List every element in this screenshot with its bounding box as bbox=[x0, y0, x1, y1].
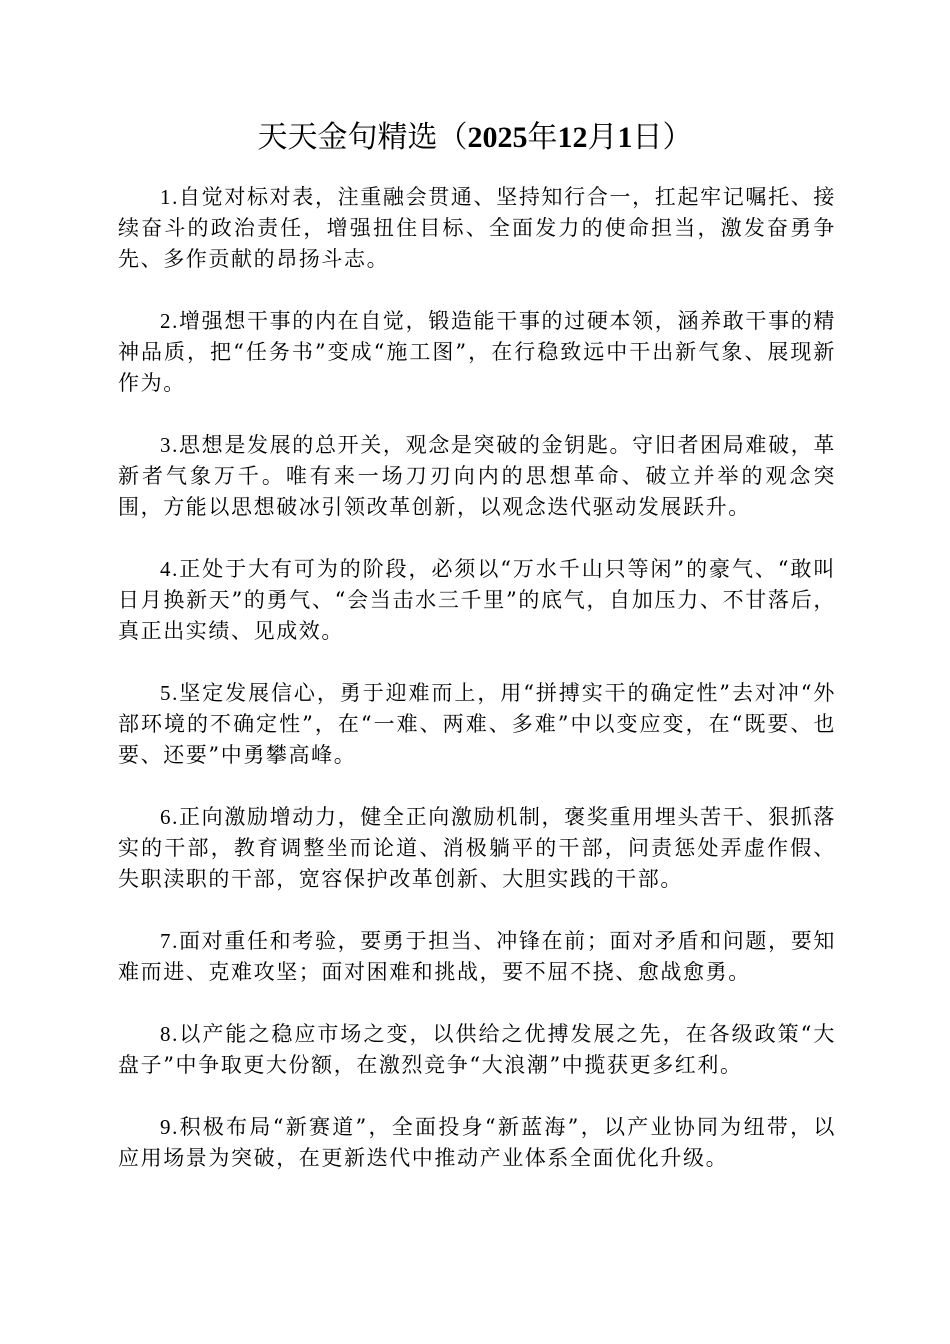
paragraph-4 bbox=[118, 554, 836, 647]
paragraph-text: 自觉对标对表，注重融会贯通、坚持知行合一，扛起牢记嘱托、接续奋斗的政治责任，增强扭住目标、全面发力的使命担当，激发奋勇争先、多作贡献的昂扬斗志。 bbox=[118, 185, 836, 271]
document-title bbox=[0, 118, 950, 158]
title-month: 12 bbox=[557, 121, 588, 154]
paragraph-index: 4. bbox=[160, 557, 179, 581]
paragraph-2 bbox=[118, 306, 836, 399]
title-day: 1 bbox=[617, 121, 633, 154]
paragraph-1 bbox=[118, 182, 836, 275]
title-suffix: 日） bbox=[632, 120, 693, 155]
paragraph-text: 坚定发展信心，勇于迎难而上，用“拼搏实干的确定性”去对冲“外部环境的不确定性”，在“一难、两难、多难”中以变应变，在“既要、也要、还要”中勇攀高峰。 bbox=[118, 681, 836, 767]
paragraph-text: 正处于大有可为的阶段，必须以“万水千山只等闲”的豪气、“敢叫日月换新天”的勇气、“会当击水三千里”的底气，自加压力、不甘落后，真正出实绩、见成效。 bbox=[118, 557, 836, 643]
title-month-unit: 月 bbox=[587, 120, 618, 155]
paragraph-index: 5. bbox=[160, 681, 179, 705]
paragraph-7 bbox=[118, 926, 836, 988]
paragraph-text: 正向激励增动力，健全正向激励机制，褒奖重用埋头苦干、狠抓落实的干部，教育调整坐而论道、消极躺平的干部，问责惩处弄虚作假、失职渎职的干部，宽容保护改革创新、大胆实践的干部。 bbox=[118, 805, 836, 891]
paragraph-text: 以产能之稳应市场之变，以供给之优搏发展之先，在各级政策“大盘子”中争取更大份额，在激烈竞争“大浪潮”中揽获更多红利。 bbox=[118, 1022, 836, 1077]
paragraph-index: 9. bbox=[160, 1115, 179, 1139]
title-year: 2025 bbox=[467, 121, 528, 154]
paragraph-text: 思想是发展的总开关，观念是突破的金钥匙。守旧者困局难破，革新者气象万千。唯有来一场刀刃向内的思想革命、破立并举的观念突围，方能以思想破冰引领改革创新，以观念迭代驱动发展跃升。 bbox=[118, 433, 836, 519]
paragraph-index: 2. bbox=[160, 309, 179, 333]
paragraph-index: 8. bbox=[160, 1022, 179, 1046]
paragraph-text: 面对重任和考验，要勇于担当、冲锋在前；面对矛盾和问题，要知难而进、克难攻坚；面对困难和挑战，要不屈不挠、愈战愈勇。 bbox=[118, 929, 836, 984]
paragraph-8 bbox=[118, 1019, 836, 1081]
paragraph-index: 7. bbox=[160, 929, 179, 953]
paragraph-3 bbox=[118, 430, 836, 523]
paragraph-index: 1. bbox=[160, 185, 179, 209]
paragraph-5 bbox=[118, 678, 836, 771]
paragraph-text: 增强想干事的内在自觉，锻造能干事的过硬本领，涵养敢干事的精神品质，把“任务书”变成“施工图”，在行稳致远中干出新气象、展现新作为。 bbox=[118, 309, 836, 395]
title-year-unit: 年 bbox=[527, 120, 558, 155]
title-prefix: 天天金句精选（ bbox=[257, 120, 468, 155]
paragraph-9 bbox=[118, 1112, 836, 1174]
paragraph-6 bbox=[118, 802, 836, 895]
paragraph-text: 积极布局“新赛道”，全面投身“新蓝海”，以产业协同为纽带，以应用场景为突破，在更新迭代中推动产业体系全面优化升级。 bbox=[118, 1115, 836, 1170]
document-body bbox=[118, 182, 836, 1205]
paragraph-index: 3. bbox=[160, 433, 179, 457]
paragraph-index: 6. bbox=[160, 805, 179, 829]
